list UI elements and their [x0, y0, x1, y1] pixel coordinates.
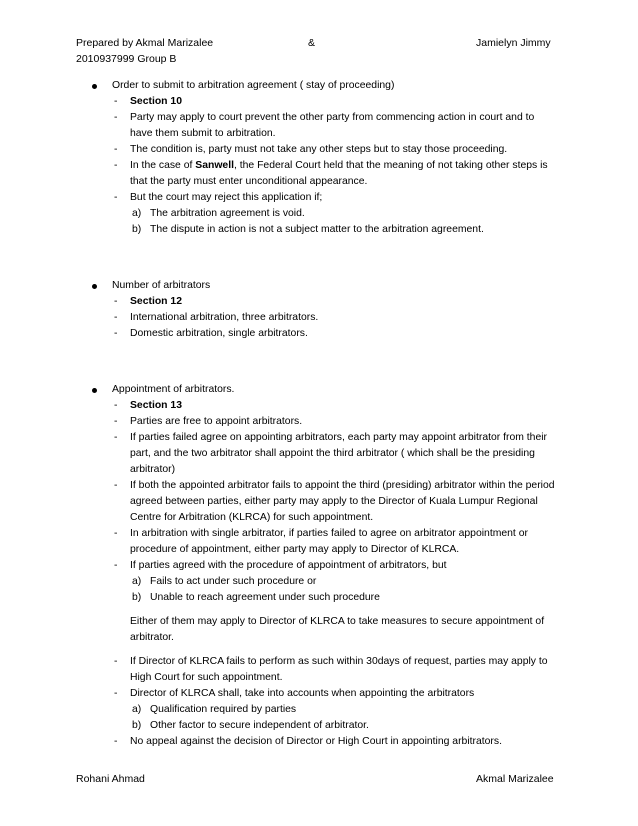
bullet-dot-icon — [92, 284, 97, 289]
list-text: If both the appointed arbitrator fails to appoint the third (presiding) arbitrator within the period agreed between parties, either party may apply to the Director of Kuala Lumpur Regional Centre for Arbitration (KLRCA) for such appointment. — [130, 480, 555, 523]
list-text: In the case of — [130, 160, 196, 171]
dash-marker: - — [114, 416, 118, 427]
list-text: If Director of KLRCA fails to perform as such within 30days of request, parties may apply to High Court for such appointment. — [130, 656, 548, 683]
list-item — [0, 326, 638, 342]
header-ampersand: & — [308, 37, 316, 49]
bullet-text: Number of arbitrators — [112, 280, 211, 291]
dash-marker: - — [114, 96, 118, 107]
dash-marker: - — [114, 144, 118, 155]
sub-list-item — [0, 718, 638, 734]
document-body — [0, 78, 638, 750]
bullet-appointment-of-arbitrators — [0, 382, 638, 398]
list-item — [0, 94, 638, 110]
list-text: Domestic arbitration, single arbitrators. — [130, 328, 308, 339]
list-item — [0, 558, 638, 574]
spacer — [0, 238, 638, 278]
header-author: Prepared by Akmal Marizalee — [76, 37, 214, 49]
section-heading: Section 13 — [130, 400, 182, 411]
header-student-id: 2010937999 Group B — [76, 53, 177, 65]
list-item — [0, 190, 638, 206]
spacer — [0, 606, 638, 614]
sub-list-item — [0, 206, 638, 222]
list-item — [0, 414, 638, 430]
list-item — [0, 686, 638, 702]
list-item — [0, 294, 638, 310]
bullet-number-of-arbitrators — [0, 278, 638, 294]
sub-text: Qualification required by parties — [150, 704, 297, 715]
sub-marker: b) — [132, 224, 142, 235]
list-text: No appeal against the decision of Director or High Court in appointing arbitrators. — [130, 736, 502, 747]
sub-marker: a) — [132, 208, 142, 219]
list-text: The condition is, party must not take any other steps but to stay those proceeding. — [130, 144, 508, 155]
sub-marker: b) — [132, 720, 142, 731]
list-text: Director of KLRCA shall, take into accounts when appointing the arbitrators — [130, 688, 475, 699]
bullet-dot-icon — [92, 388, 97, 393]
list-text: If parties failed agree on appointing arbitrators, each party may appoint arbitrator from their part, and the two arbitrator shall appoint the third arbitrator ( which shall be the presiding arbitrator) — [130, 432, 548, 475]
dash-marker: - — [114, 192, 118, 203]
bullet-stay-of-proceeding — [0, 78, 638, 94]
header-coauthor: Jamielyn Jimmy — [476, 37, 551, 49]
list-item — [0, 734, 638, 750]
sub-text: The arbitration agreement is void. — [150, 208, 305, 219]
dash-marker: - — [114, 480, 118, 491]
paragraph: Either of them may apply to Director of KLRCA to take measures to secure appointment of arbitrator. — [130, 616, 545, 643]
sub-text: Fails to act under such procedure or — [150, 576, 317, 587]
sub-text: Unable to reach agreement under such procedure — [150, 592, 380, 603]
list-item — [0, 654, 638, 686]
bullet-text: Order to submit to arbitration agreement ( stay of proceeding) — [112, 80, 395, 91]
list-item — [0, 398, 638, 414]
list-item — [0, 430, 638, 478]
sub-marker: a) — [132, 576, 142, 587]
sub-list-item — [0, 574, 638, 590]
list-text: Party may apply to court prevent the other party from commencing action in court and to have them submit to arbitration. — [130, 112, 535, 139]
list-item — [0, 142, 638, 158]
sub-marker: a) — [132, 704, 142, 715]
dash-marker: - — [114, 328, 118, 339]
case-name: Sanwell — [195, 160, 234, 171]
dash-marker: - — [114, 656, 118, 667]
dash-marker: - — [114, 400, 118, 411]
bullet-dot-icon — [92, 84, 97, 89]
list-text: But the court may reject this application if; — [130, 192, 323, 203]
list-item — [0, 478, 638, 526]
spacer — [0, 342, 638, 382]
dash-marker: - — [114, 312, 118, 323]
section-heading: Section 10 — [130, 96, 182, 107]
list-item — [0, 110, 638, 142]
sub-list-item — [0, 222, 638, 238]
dash-marker: - — [114, 528, 118, 539]
spacer — [0, 646, 638, 654]
dash-marker: - — [114, 112, 118, 123]
sub-text: The dispute in action is not a subject matter to the arbitration agreement. — [150, 224, 484, 235]
list-item — [0, 310, 638, 326]
dash-marker: - — [114, 160, 118, 171]
footer-lecturer: Rohani Ahmad — [76, 773, 145, 785]
list-text: , the Federal Court held that the meaning of not taking other steps is that the party must enter unconditional appearance. — [130, 160, 548, 187]
list-text: Parties are free to appoint arbitrators. — [130, 416, 303, 427]
footer-author: Akmal Marizalee — [476, 773, 554, 785]
list-item — [0, 526, 638, 558]
list-item — [0, 158, 638, 190]
list-text: In arbitration with single arbitrator, if parties failed to agree on arbitrator appointment or procedure of appointment, either party may apply to Director of KLRCA. — [130, 528, 528, 555]
list-text: If parties agreed with the procedure of appointment of arbitrators, but — [130, 560, 447, 571]
sub-text: Other factor to secure independent of arbitrator. — [150, 720, 369, 731]
sub-list-item — [0, 702, 638, 718]
dash-marker: - — [114, 432, 118, 443]
bullet-text: Appointment of arbitrators. — [112, 384, 235, 395]
dash-marker: - — [114, 736, 118, 747]
dash-marker: - — [114, 296, 118, 307]
list-text: International arbitration, three arbitrators. — [130, 312, 319, 323]
sub-list-item — [0, 590, 638, 606]
dash-marker: - — [114, 688, 118, 699]
section-heading: Section 12 — [130, 296, 182, 307]
sub-marker: b) — [132, 592, 142, 603]
dash-marker: - — [114, 560, 118, 571]
